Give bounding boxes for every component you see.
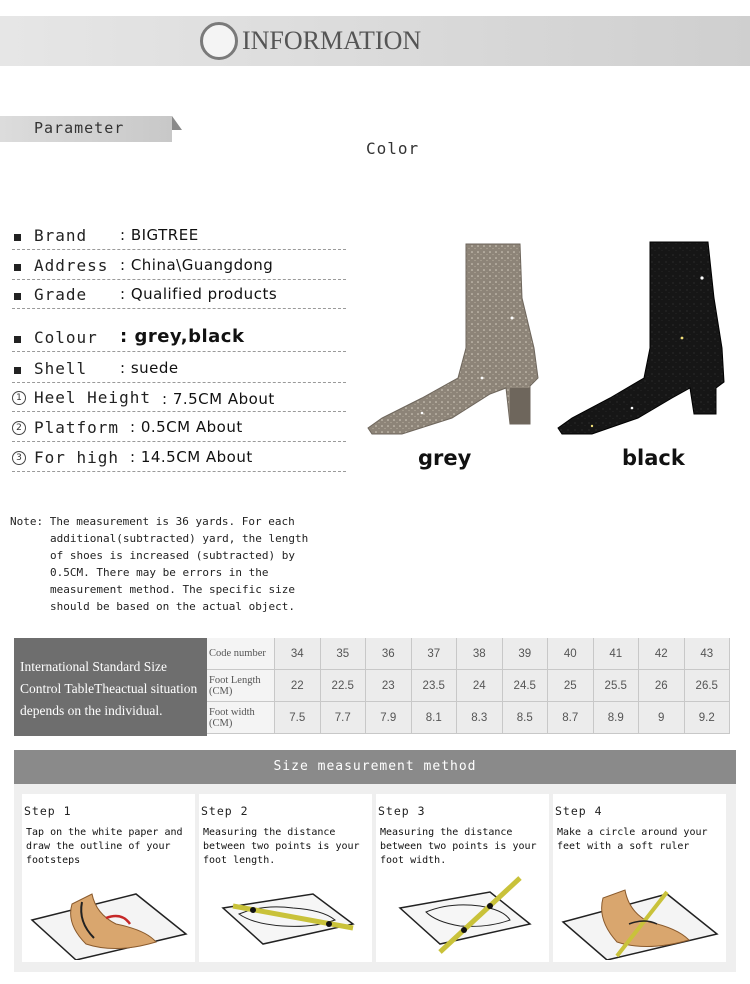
spec-value: : 14.5CM About (130, 448, 253, 466)
bullet-icon (14, 336, 21, 343)
table-cell: 8.9 (594, 702, 640, 734)
step-description: Make a circle around your feet with a soft ruler (557, 827, 708, 852)
table-cell: 25 (548, 670, 594, 702)
number-3-icon: 3 (12, 451, 26, 465)
step-4-panel (553, 794, 726, 962)
spec-row-platform (12, 414, 346, 442)
step-label: Step 4 (555, 804, 603, 818)
table-cell: 9 (639, 702, 685, 734)
spec-row-colour (12, 324, 346, 352)
circle-icon (200, 22, 238, 60)
bullet-icon (14, 293, 21, 300)
circle-foot-illustration (557, 864, 723, 960)
table-cell: 22 (275, 670, 321, 702)
table-cell: 8.3 (457, 702, 503, 734)
caption-line: Control TableTheactual situation (20, 681, 198, 696)
spec-label: Platform (34, 418, 120, 437)
table-cell: 38 (457, 638, 503, 670)
step-description: Tap on the white paper and draw the outline of your footsteps (26, 827, 183, 866)
table-cell: 23 (366, 670, 412, 702)
table-cell: 35 (321, 638, 367, 670)
spec-row-address (12, 252, 346, 280)
spec-row-heel-height (12, 384, 346, 412)
size-measurement-method (14, 750, 736, 972)
step-label: Step 2 (201, 804, 249, 818)
banner-title: INFORMATION (242, 26, 422, 55)
spec-label: Colour (34, 328, 98, 347)
step-label: Step 3 (378, 804, 426, 818)
table-cell: 23.5 (412, 670, 458, 702)
caption-line: depends on the individual. (20, 703, 163, 718)
parameter-tab (0, 116, 172, 142)
bullet-icon (14, 367, 21, 374)
table-cell: 41 (594, 638, 640, 670)
info-banner (0, 16, 750, 66)
spec-value: : BIGTREE (120, 226, 199, 244)
table-cell: 24 (457, 670, 503, 702)
number-2-icon: 2 (12, 421, 26, 435)
grey-boot-image (362, 238, 552, 438)
method-header (14, 750, 736, 784)
table-cell: 43 (685, 638, 731, 670)
note-prefix: Note: (10, 515, 44, 528)
spec-row-brand (12, 222, 346, 250)
step-description: Measuring the distance between two points is your foot length. (203, 827, 360, 866)
row-header: Code number (207, 638, 275, 670)
parameter-label: Parameter (34, 119, 125, 137)
spec-value: : grey,black (120, 326, 245, 347)
color-caption-black: black (622, 446, 685, 470)
table-row-code (207, 638, 730, 670)
spec-label: Heel Height (34, 388, 151, 407)
bullet-icon (14, 234, 21, 241)
spec-value: : 0.5CM About (130, 418, 243, 436)
spec-value: : suede (120, 359, 179, 377)
table-cell: 37 (412, 638, 458, 670)
step-label: Step 1 (24, 804, 72, 818)
foot-width-illustration (380, 864, 546, 960)
spec-value: : China\Guangdong (120, 256, 274, 274)
method-title: Size measurement method (273, 759, 477, 774)
table-cell: 24.5 (503, 670, 549, 702)
spec-label: Brand (34, 226, 88, 245)
spec-value: : 7.5CM About (162, 390, 275, 408)
spec-label: Address (34, 256, 109, 275)
step-3-panel (376, 794, 549, 962)
table-cell: 8.5 (503, 702, 549, 734)
note-line: of shoes is increased (subtracted) by (50, 549, 296, 562)
table-row-foot-width (207, 702, 730, 734)
table-row-foot-length (207, 670, 730, 702)
number-1-icon: 1 (12, 391, 26, 405)
table-cell: 39 (503, 638, 549, 670)
color-heading: Color (366, 139, 420, 158)
table-cell: 26.5 (685, 670, 731, 702)
black-boot-image (552, 238, 732, 438)
row-header: Foot Length (CM) (207, 670, 275, 702)
table-cell: 7.7 (321, 702, 367, 734)
table-cell: 22.5 (321, 670, 367, 702)
bullet-icon (14, 264, 21, 271)
note-line: additional(subtracted) yard, the length (50, 532, 309, 545)
spec-label: Shell (34, 359, 88, 378)
size-grid (207, 638, 730, 736)
table-cell: 36 (366, 638, 412, 670)
step-description: Measuring the distance between two points is your foot width. (380, 827, 537, 866)
table-cell: 25.5 (594, 670, 640, 702)
note-line: 0.5CM. There may be errors in the (50, 566, 269, 579)
note-line: should be based on the actual object. (50, 600, 296, 613)
spec-label: For high (34, 448, 120, 467)
foot-length-illustration (203, 864, 369, 960)
note-line: The measurement is 36 yards. For each (49, 515, 295, 528)
size-table-caption (14, 638, 207, 736)
spec-row-grade (12, 281, 346, 309)
table-cell: 8.1 (412, 702, 458, 734)
step-1-panel (22, 794, 195, 962)
spec-label: Grade (34, 285, 88, 304)
table-cell: 7.5 (275, 702, 321, 734)
spec-row-for-high (12, 444, 346, 472)
row-header: Foot width (CM) (207, 702, 275, 734)
table-cell: 9.2 (685, 702, 731, 734)
trace-foot-illustration (26, 864, 192, 960)
note-line: measurement method. The specific size (50, 583, 296, 596)
measurement-note (10, 513, 330, 615)
table-cell: 8.7 (548, 702, 594, 734)
table-cell: 34 (275, 638, 321, 670)
size-table (14, 638, 730, 736)
table-cell: 7.9 (366, 702, 412, 734)
table-cell: 40 (548, 638, 594, 670)
step-2-panel (199, 794, 372, 962)
spec-row-shell (12, 355, 346, 383)
table-cell: 26 (639, 670, 685, 702)
tab-flag (172, 116, 182, 130)
color-caption-grey: grey (418, 446, 472, 470)
table-cell: 42 (639, 638, 685, 670)
caption-line: International Standard Size (20, 659, 167, 674)
spec-value: : Qualified products (120, 285, 278, 303)
